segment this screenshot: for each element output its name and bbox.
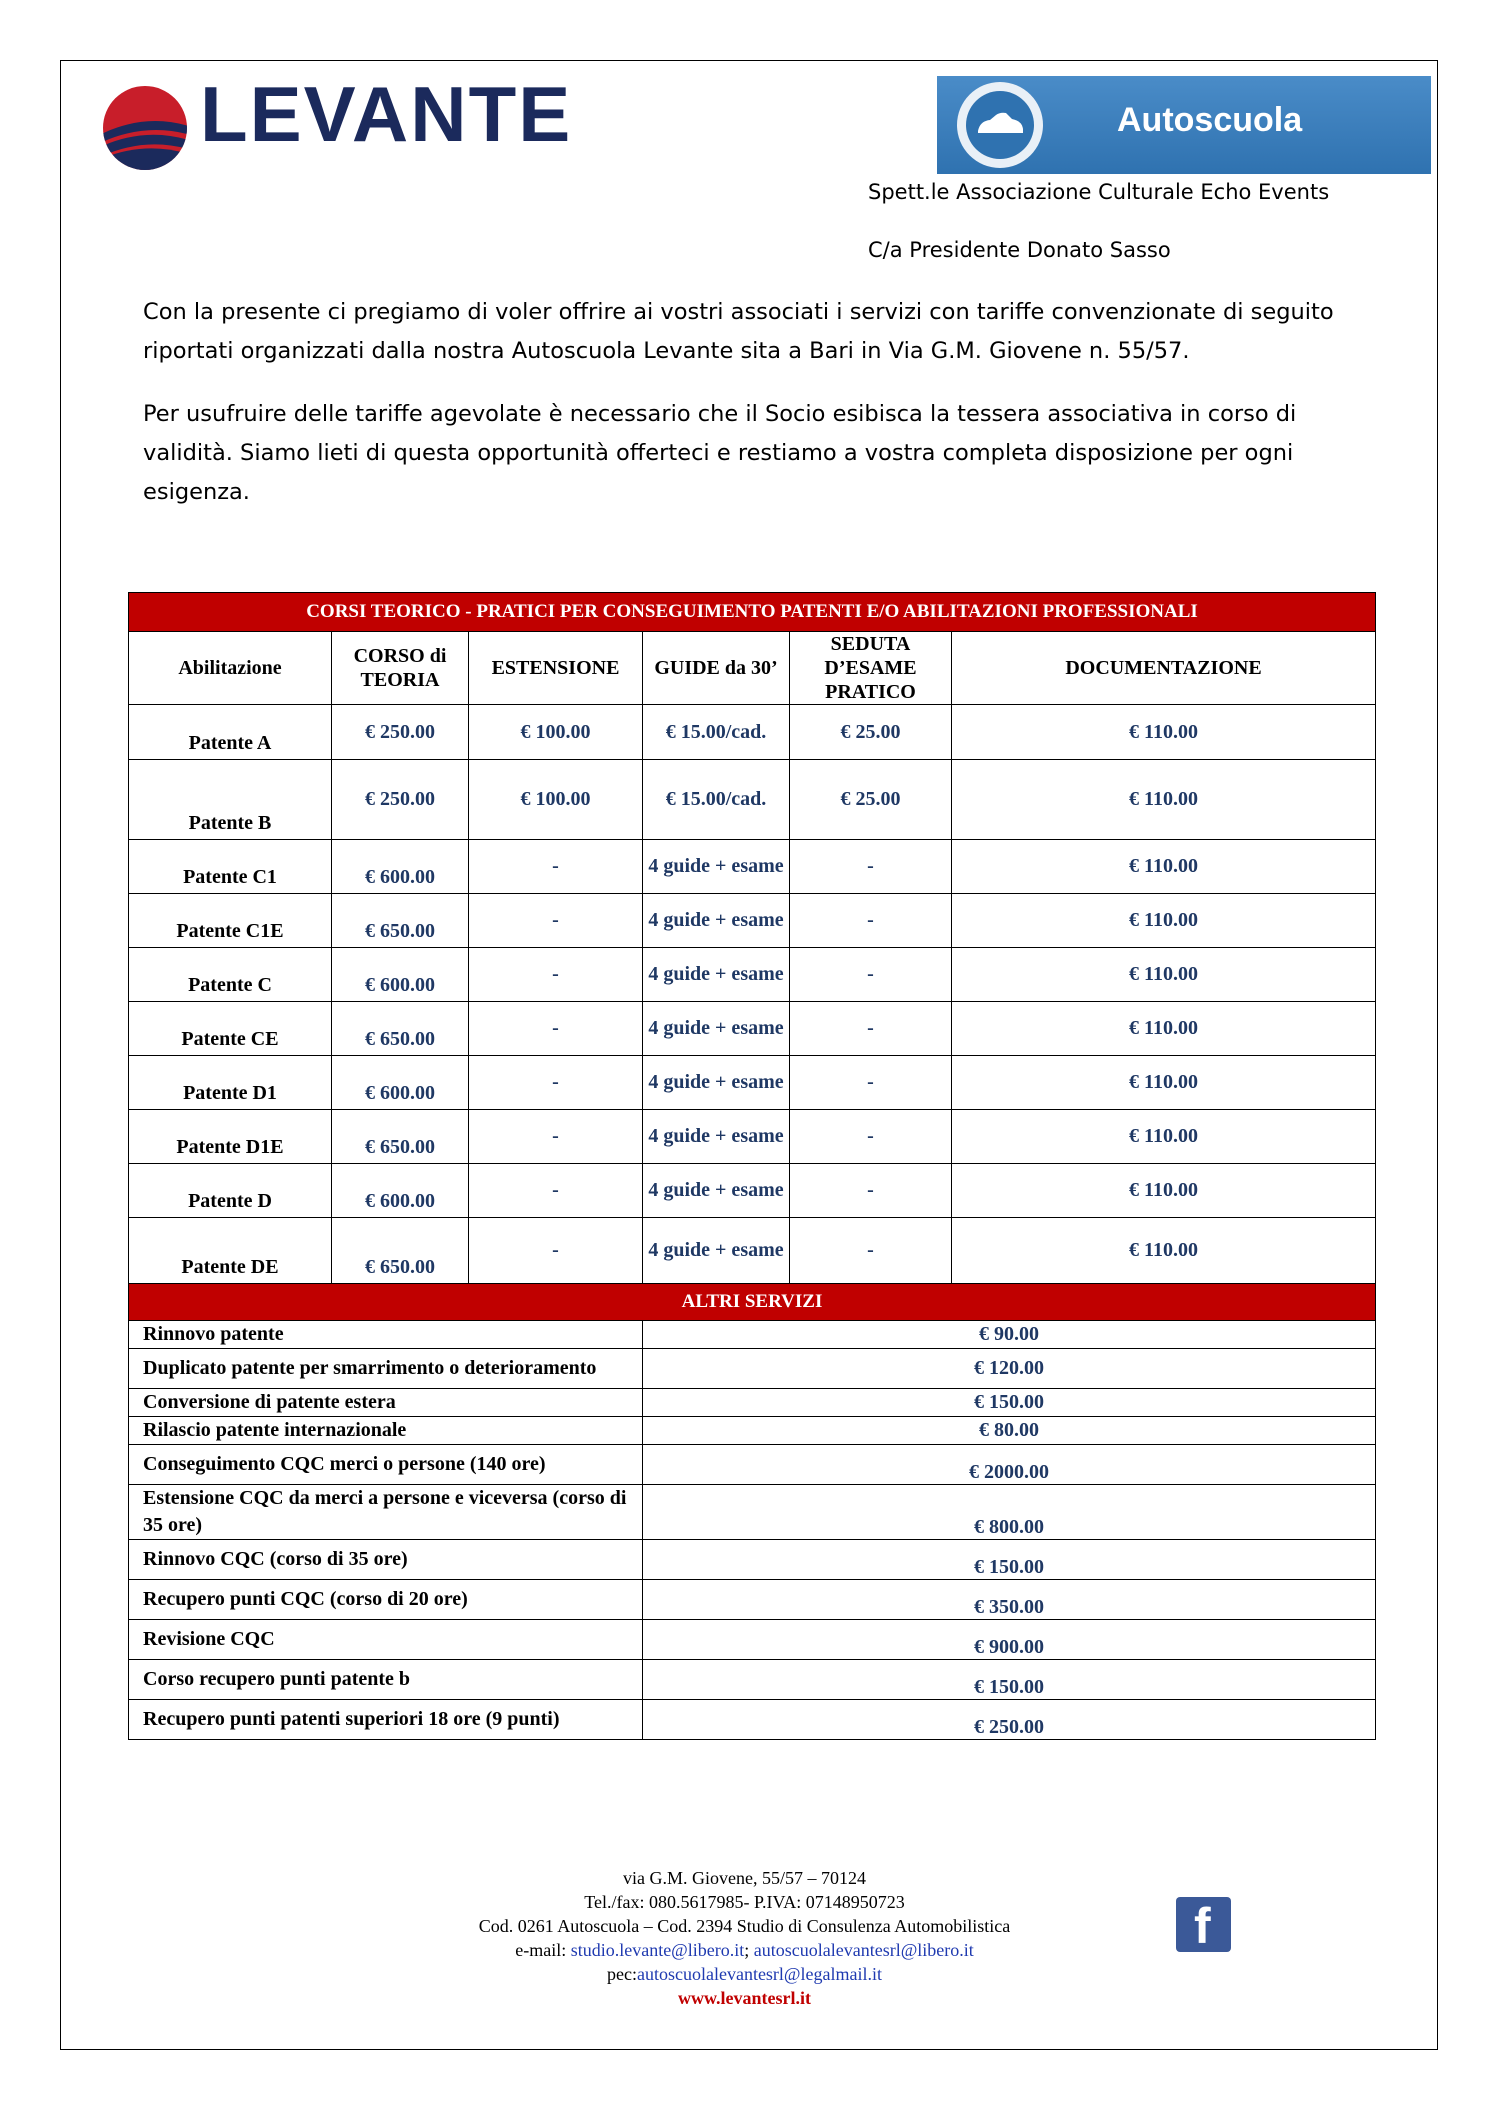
recipient-line-1: Spett.le Associazione Culturale Echo Events	[868, 180, 1330, 204]
license-name: Patente C1E	[129, 894, 332, 948]
service-row	[129, 1389, 1376, 1417]
footer-phone: Tel./fax: 080.5617985- P.IVA: 07148950723	[584, 1892, 905, 1912]
lessons-price: 4 guide + esame	[643, 948, 790, 1002]
exam-price: -	[790, 894, 952, 948]
extension-price: -	[469, 840, 643, 894]
service-price: € 350.00	[643, 1580, 1376, 1620]
conditions-paragraph: Per usufruire delle tariffe agevolate è necessario che il Socio esibisca la tessera associativa in corso di validità. Siamo lieti di questa opportunità offerteci e restiamo a vostra completa disposizione per ogni esigenza.	[143, 401, 1297, 505]
website-link[interactable]: www.levantesrl.it	[678, 1988, 811, 2008]
documentation-price: € 110.00	[952, 1110, 1376, 1164]
documentation-price: € 110.00	[952, 1164, 1376, 1218]
theory-price: € 650.00	[332, 894, 469, 948]
column-header: ESTENSIONE	[469, 632, 643, 705]
table-row	[129, 1164, 1376, 1218]
service-name: Recupero punti CQC (corso di 20 ore)	[129, 1580, 643, 1620]
extension-price: -	[469, 1218, 643, 1284]
extension-price: -	[469, 1110, 643, 1164]
license-name: Patente D	[129, 1164, 332, 1218]
extension-price: € 100.00	[469, 705, 643, 760]
service-price: € 150.00	[643, 1389, 1376, 1417]
autoscuola-banner	[937, 76, 1431, 174]
lessons-price: € 15.00/cad.	[643, 760, 790, 840]
table-row	[129, 760, 1376, 840]
email-link-1[interactable]: studio.levante@libero.it	[570, 1940, 745, 1960]
license-name: Patente CE	[129, 1002, 332, 1056]
table-row	[129, 840, 1376, 894]
recipient-line-2: C/a Presidente Donato Sasso	[868, 238, 1171, 262]
intro-paragraph: Con la presente ci pregiamo di voler offrire ai vostri associati i servizi con tariffe convenzionate di seguito riportati organizzati dalla nostra Autoscuola Levante sita a Bari in Via G.M. Giovene n. 55/57.	[143, 299, 1334, 364]
banner-label: Autoscuola	[1117, 101, 1303, 139]
lessons-price: 4 guide + esame	[643, 1110, 790, 1164]
documentation-price: € 110.00	[952, 705, 1376, 760]
exam-price: -	[790, 1002, 952, 1056]
service-row	[129, 1660, 1376, 1700]
column-header: CORSO di TEORIA	[332, 632, 469, 705]
license-name: Patente DE	[129, 1218, 332, 1284]
column-header: DOCUMENTAZIONE	[952, 632, 1376, 705]
service-name: Rilascio patente internazionale	[129, 1417, 643, 1445]
footer-email: e-mail: studio.levante@libero.it; autoscuolalevantesrl@libero.it	[515, 1940, 974, 1960]
footer	[0, 1866, 1489, 2010]
documentation-price: € 110.00	[952, 1218, 1376, 1284]
documentation-price: € 110.00	[952, 894, 1376, 948]
car-icon	[957, 82, 1043, 168]
service-row	[129, 1321, 1376, 1349]
table-row	[129, 948, 1376, 1002]
column-header: GUIDE da 30’	[643, 632, 790, 705]
service-price: € 90.00	[643, 1321, 1376, 1349]
license-name: Patente A	[129, 705, 332, 760]
service-row	[129, 1349, 1376, 1389]
lessons-price: 4 guide + esame	[643, 1164, 790, 1218]
service-price: € 150.00	[643, 1540, 1376, 1580]
lessons-price: 4 guide + esame	[643, 1218, 790, 1284]
service-row	[129, 1700, 1376, 1740]
exam-price: -	[790, 1164, 952, 1218]
service-row	[129, 1445, 1376, 1485]
service-price: € 120.00	[643, 1349, 1376, 1389]
exam-price: € 25.00	[790, 760, 952, 840]
table-row	[129, 1056, 1376, 1110]
exam-price: -	[790, 948, 952, 1002]
theory-price: € 250.00	[332, 705, 469, 760]
service-price: € 150.00	[643, 1660, 1376, 1700]
service-price: € 2000.00	[643, 1445, 1376, 1485]
extension-price: -	[469, 1056, 643, 1110]
service-name: Recupero punti patenti superiori 18 ore (9 punti)	[129, 1700, 643, 1740]
lessons-price: 4 guide + esame	[643, 1056, 790, 1110]
service-name: Corso recupero punti patente b	[129, 1660, 643, 1700]
theory-price: € 600.00	[332, 840, 469, 894]
service-name: Rinnovo patente	[129, 1321, 643, 1349]
exam-price: € 25.00	[790, 705, 952, 760]
email-link-2[interactable]: autoscuolalevantesrl@libero.it	[753, 1940, 974, 1960]
documentation-price: € 110.00	[952, 840, 1376, 894]
service-name: Duplicato patente per smarrimento o deterioramento	[129, 1349, 643, 1389]
extension-price: -	[469, 1002, 643, 1056]
lessons-price: 4 guide + esame	[643, 840, 790, 894]
service-row	[129, 1540, 1376, 1580]
extension-price: -	[469, 948, 643, 1002]
license-name: Patente C1	[129, 840, 332, 894]
courses-title: CORSI TEORICO - PRATICI PER CONSEGUIMENTO PATENTI E/O ABILITAZIONI PROFESSIONALI	[129, 593, 1376, 632]
theory-price: € 650.00	[332, 1002, 469, 1056]
extension-price: € 100.00	[469, 760, 643, 840]
levante-logo-icon	[90, 78, 200, 178]
pec-link[interactable]: autoscuolalevantesrl@legalmail.it	[636, 1964, 882, 1984]
theory-price: € 650.00	[332, 1110, 469, 1164]
extension-price: -	[469, 1164, 643, 1218]
theory-price: € 600.00	[332, 1164, 469, 1218]
service-row	[129, 1580, 1376, 1620]
theory-price: € 250.00	[332, 760, 469, 840]
exam-price: -	[790, 1218, 952, 1284]
courses-table	[128, 592, 1376, 1284]
license-name: Patente C	[129, 948, 332, 1002]
facebook-icon[interactable]: f	[1176, 1897, 1231, 1952]
service-name: Conseguimento CQC merci o persone (140 ore)	[129, 1445, 643, 1485]
extension-price: -	[469, 894, 643, 948]
service-price: € 80.00	[643, 1417, 1376, 1445]
brand-name: LEVANTE	[200, 70, 573, 158]
services-table	[128, 1283, 1376, 1740]
footer-codes: Cod. 0261 Autoscuola – Cod. 2394 Studio di Consulenza Automobilistica	[478, 1916, 1011, 1936]
documentation-price: € 110.00	[952, 948, 1376, 1002]
service-price: € 900.00	[643, 1620, 1376, 1660]
license-name: Patente B	[129, 760, 332, 840]
service-name: Revisione CQC	[129, 1620, 643, 1660]
service-row	[129, 1417, 1376, 1445]
service-name: Rinnovo CQC (corso di 35 ore)	[129, 1540, 643, 1580]
lessons-price: 4 guide + esame	[643, 894, 790, 948]
documentation-price: € 110.00	[952, 1002, 1376, 1056]
theory-price: € 650.00	[332, 1218, 469, 1284]
service-name: Conversione di patente estera	[129, 1389, 643, 1417]
license-name: Patente D1E	[129, 1110, 332, 1164]
column-header: Abilitazione	[129, 632, 332, 705]
lessons-price: 4 guide + esame	[643, 1002, 790, 1056]
theory-price: € 600.00	[332, 1056, 469, 1110]
exam-price: -	[790, 840, 952, 894]
service-row	[129, 1485, 1376, 1540]
exam-price: -	[790, 1110, 952, 1164]
license-name: Patente D1	[129, 1056, 332, 1110]
service-price: € 800.00	[643, 1485, 1376, 1540]
footer-address: via G.M. Giovene, 55/57 – 70124	[623, 1868, 866, 1888]
service-row	[129, 1620, 1376, 1660]
documentation-price: € 110.00	[952, 1056, 1376, 1110]
lessons-price: € 15.00/cad.	[643, 705, 790, 760]
column-header: SEDUTA D’ESAME PRATICO	[790, 632, 952, 705]
theory-price: € 600.00	[332, 948, 469, 1002]
exam-price: -	[790, 1056, 952, 1110]
documentation-price: € 110.00	[952, 760, 1376, 840]
service-price: € 250.00	[643, 1700, 1376, 1740]
table-row	[129, 1218, 1376, 1284]
service-name: Estensione CQC da merci a persone e viceversa (corso di 35 ore)	[129, 1485, 643, 1540]
table-row	[129, 705, 1376, 760]
footer-pec: pec:autoscuolalevantesrl@legalmail.it	[607, 1964, 882, 1984]
table-row	[129, 1002, 1376, 1056]
table-row	[129, 1110, 1376, 1164]
table-row	[129, 894, 1376, 948]
services-title: ALTRI SERVIZI	[129, 1284, 1376, 1321]
